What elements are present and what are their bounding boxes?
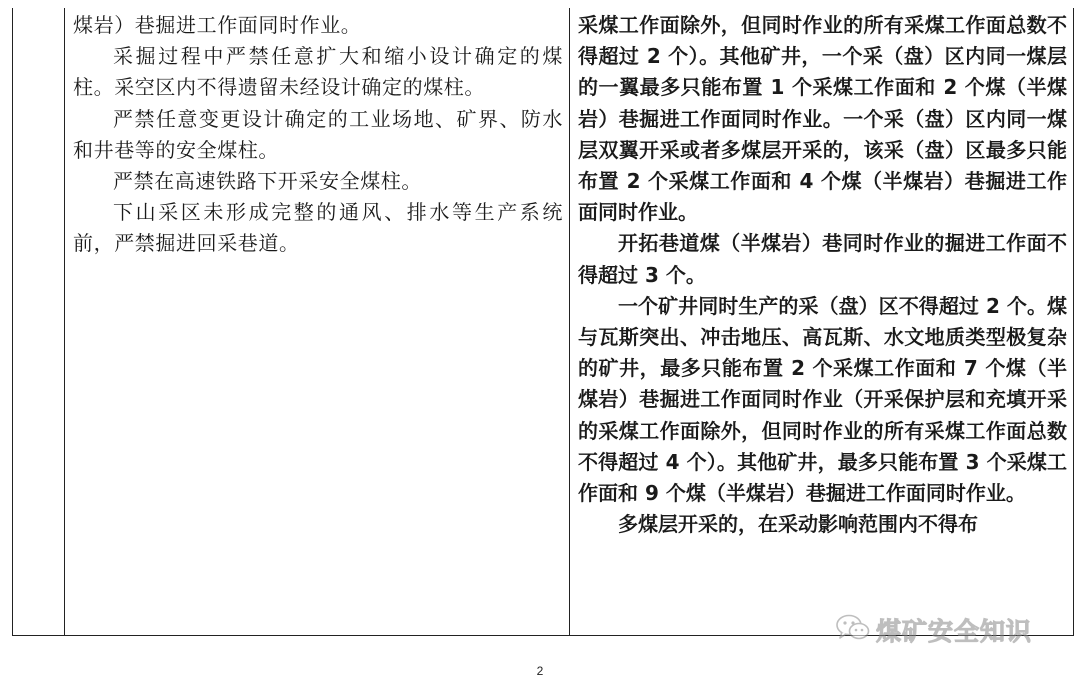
right-paragraph: 多煤层开采的，在采动影响范围内不得布 (618, 512, 978, 537)
number-column (13, 8, 65, 635)
page-number: 2 (536, 664, 544, 678)
left-paragraph: 下山采区未形成完整的通风、排水等生产系统前，严禁掘进回采巷道。 (73, 200, 563, 256)
left-paragraph: 严禁任意变更设计确定的工业场地、矿界、防水和井巷等的安全煤柱。 (73, 106, 563, 162)
watermark (836, 612, 1032, 648)
right-paragraph: 一个矿井同时生产的采（盘）区不得超过 2 个。煤与瓦斯突出、冲击地压、高瓦斯、水文地质类型极复杂的矿井，最多只能布置 2 个采煤工作面和 7 个煤（半煤岩）巷掘进工作面同时作业（开采保护层和充填开采的采煤工作面除外，但同时作业的所有采煤工作面总数不得超过 4 个）。其他矿井，最多只能布置 3 个采煤工作面和 9 个煤（半煤岩）巷掘进工作面同时作业。 (578, 293, 1067, 506)
left-paragraph: 严禁在高速铁路下开采安全煤柱。 (113, 169, 422, 194)
right-column (570, 8, 1073, 635)
left-paragraph: 煤岩）巷掘进工作面同时作业。 (73, 13, 362, 37)
right-paragraph: 采煤工作面除外，但同时作业的所有采煤工作面总数不得超过 2 个）。其他矿井，一个采（盘）区内同一煤层的一翼最多只能布置 1 个采煤工作面和 2 个煤（半煤岩）巷掘进工作面同时作业。一个采（盘）区内同一煤层双翼开采或者多煤层开采的，该采（盘）区最多只能布置 2 个采煤工作面和 4 个煤（半煤岩）巷掘进工作面同时作业。 (578, 13, 1067, 225)
watermark-text: 煤矿安全知识 (876, 617, 1033, 646)
regulation-table (12, 8, 1074, 636)
right-paragraph: 开拓巷道煤（半煤岩）巷同时作业的掘进工作面不得超过 3 个。 (578, 231, 1067, 287)
left-paragraph: 采掘过程中严禁任意扩大和缩小设计确定的煤柱。采空区内不得遗留未经设计确定的煤柱。 (73, 44, 563, 100)
wechat-icon (836, 614, 870, 646)
left-column (65, 8, 570, 635)
